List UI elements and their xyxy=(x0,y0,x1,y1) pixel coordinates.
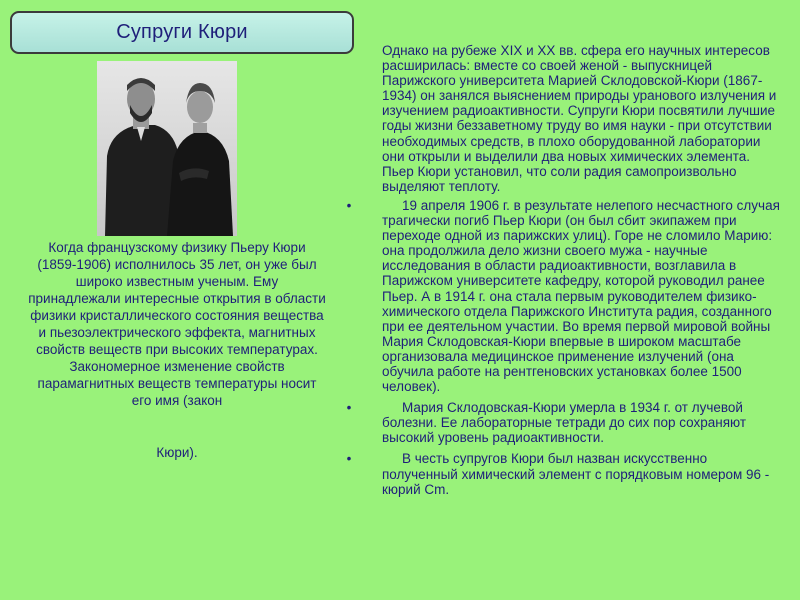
paragraph-text: 19 апреля 1906 г. в результате нелепого несчастного случая трагически погиб Пьер Кюри (он был сбит экипажем при переходе одной из парижских улиц). Горе не сломило Марию: она продолжила дело жизни своего мужа - научные исследования в области радиоактивности, возглавила в Парижском университете кафедру, которой руководил ранее Пьер. А в 1914 г. она стала первым руководителем физико-химического отдела Парижского Института радия, созданного при ее деятельном участии. Во время первой мировой войны Мария Склодовская-Кюри впервые в широком масштабе организовала медицинское применение излучений (она обучила работе на рентгеновских установках более 1500 человек). xyxy=(382,197,780,395)
paragraph-text: Однако на рубеже XIX и XX вв. сфера его научных интересов расширилась: вместе со своей женой - выпускницей Парижского университета Марией Склодовской-Кюри (1867-1934) он занялся выяснением природы уранового излучения и изучением радиоактивности. Супруги Кюри посвятили лучшие годы жизни беззаветному труду во имя науки - при отсутствии необходимых средств, в плохо оборудованной лаборатории они открыли и выделили два новых химических элемента. Пьер Кюри установил, что соли радия самопроизвольно выделяют теплоту. xyxy=(382,43,777,194)
main-text-column xyxy=(340,43,780,503)
paragraph-3 xyxy=(340,400,780,445)
pierre-curie-intro xyxy=(28,239,326,461)
intro-text: Когда французскому физику Пьеру Кюри (1859-1906) исполнилось 35 лет, он уже был широко известным ученым. Ему принадлежали интересные открытия в области физики кристаллического состояния вещества и пьезоэлектрического эффекта, магнитных свойств веществ при высоких температурах. Закономерное изменение свойств парамагнитных веществ температуры носит его имя (закон xyxy=(28,240,326,408)
paragraph-2 xyxy=(340,198,780,394)
bullet: • xyxy=(346,400,352,416)
paragraph-1 xyxy=(340,43,780,194)
curie-couple-photo xyxy=(97,61,237,236)
title-box xyxy=(10,11,354,54)
paragraph-text: В честь супругов Кюри был назван искусственно полученный химический элемент с порядковым номером 96 - кюрий Cm. xyxy=(382,451,770,497)
bullet: • xyxy=(346,451,352,467)
paragraph-text: Мария Склодовская-Кюри умерла в 1934 г. от лучевой болезни. Ее лабораторные тетради до сих пор сохраняют высокий уровень радиоактивности. xyxy=(382,400,747,446)
paragraph-4 xyxy=(340,451,780,496)
slide-title: Супруги Кюри xyxy=(116,21,248,43)
bullet: • xyxy=(346,197,352,213)
intro-text-tail: Кюри). xyxy=(156,445,198,460)
